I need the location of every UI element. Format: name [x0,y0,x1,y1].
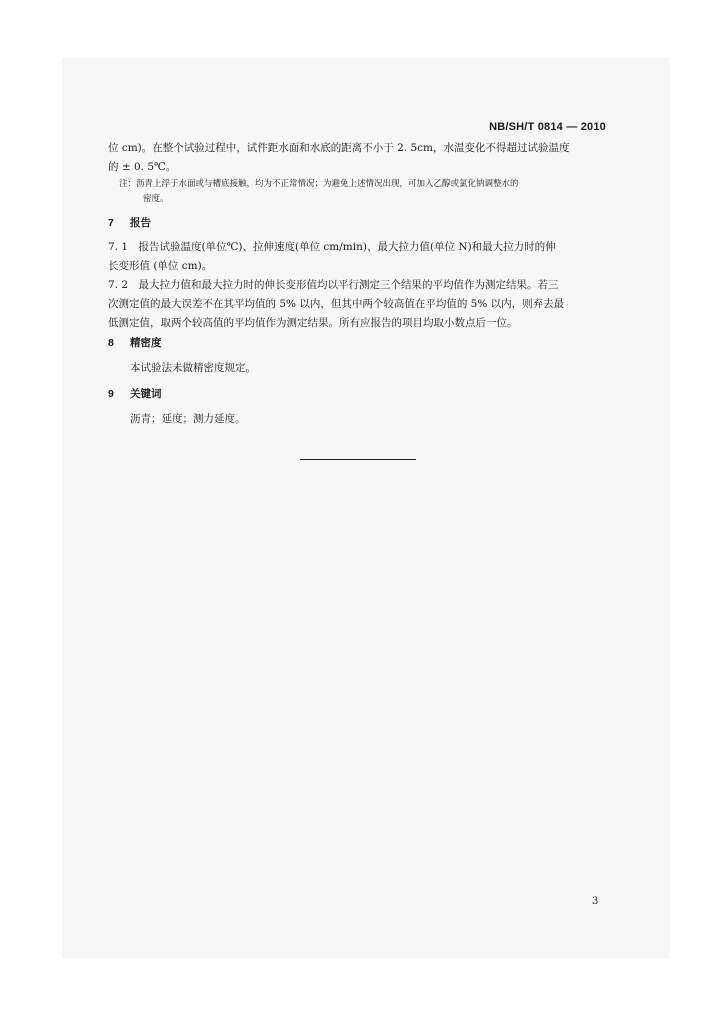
text-line: 7. 2 最大拉力值和最大拉力时的伸长变形值均以平行测定三个结果的平均值作为测定结果。若三 [108,279,559,291]
text-line: 位 cm)。在整个试验过程中，试件距水面和水底的距离不小于 2. 5cm，水温变化不得超过试验温度 [108,142,570,154]
note-line: 注：沥青上浮于水面或与槽底接触，均为不正常情况；为避免上述情况出现，可加入乙醇或氯化钠调整水的 [119,179,519,189]
end-rule [300,459,416,460]
standard-code: NB/SH/T 0814 — 2010 [489,121,606,133]
section-title: 关键词 [130,388,162,400]
section-7-heading [108,215,151,231]
text-line: 长变形值 (单位 cm)。 [108,260,213,272]
section-title: 精密度 [130,337,162,349]
text-line: 的 ± 0. 5℃。 [108,161,177,173]
note-line: 密度。 [143,194,169,204]
continuation-paragraph [108,139,608,177]
item-7-2 [108,276,608,333]
section-number: 9 [108,388,114,400]
section-number: 7 [108,217,114,229]
section-9-text: 沥青；延度；测力延度。 [130,413,246,425]
section-8-text: 本试验法未做精密度规定。 [130,362,256,374]
section-number: 8 [108,337,114,349]
section-9-heading [108,386,162,402]
text-line: 次测定值的最大误差不在其平均值的 5% 以内，但其中两个较高值在平均值的 5% 以内，则弃去最 [108,298,565,310]
section-8-heading [108,335,162,351]
section-title: 报告 [130,217,151,229]
note [119,177,609,207]
text-line: 低测定值，取两个较高值的平均值作为测定结果。所有应报告的项目均取小数点后一位。 [108,317,518,329]
text-line: 7. 1 报告试验温度(单位℃)、拉伸速度(单位 cm/min)、最大拉力值(单位 N)和最大拉力时的伸 [108,241,556,253]
item-7-1 [108,238,608,276]
page-number: 3 [592,896,599,907]
